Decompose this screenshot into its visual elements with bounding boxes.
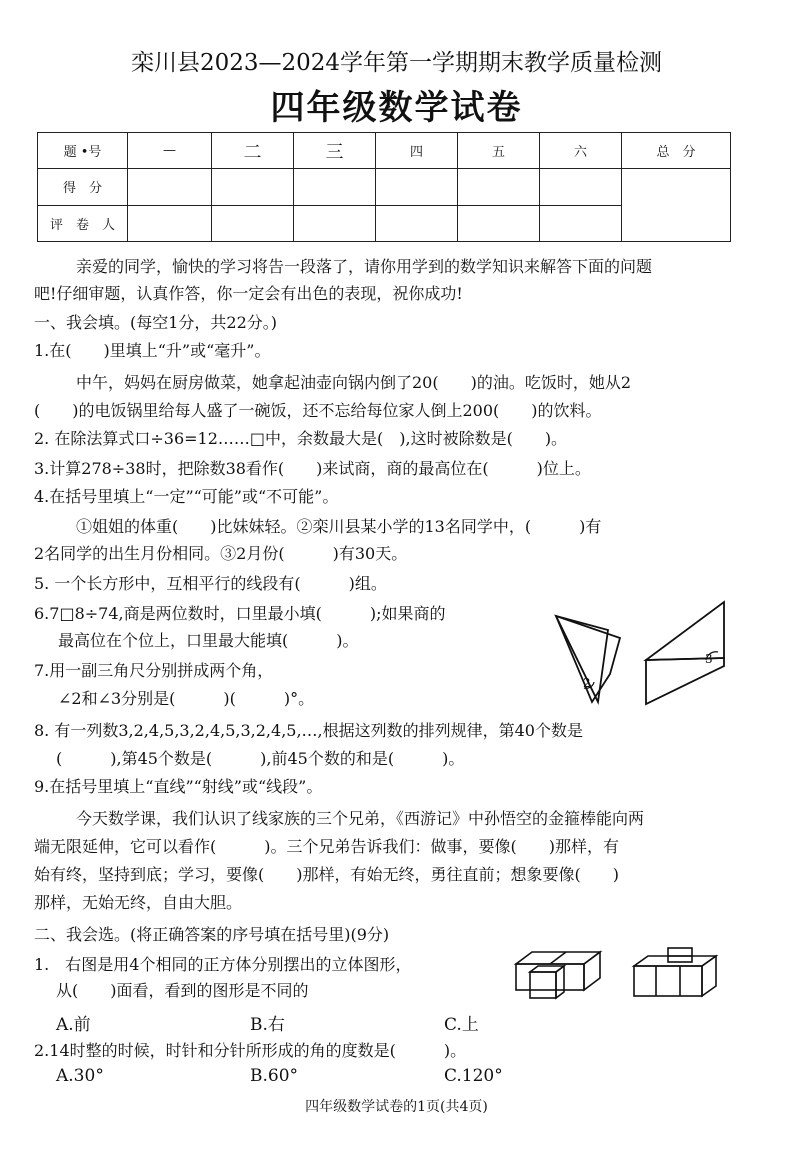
question-text: 1.在( )里填上“升”或“毫升”。 [34, 341, 271, 360]
intro-text: 吧!仔细审题，认真作答，你一定会有出色的表现，祝你成功! [34, 284, 463, 303]
question-text: 2.14时整的时候，时针和分针所形成的角的度数是( )。 [34, 1041, 467, 1060]
question-text: 最高位在个位上，口里最大能填( )。 [58, 631, 359, 650]
question-text: ∠2和∠3分别是( )( )°。 [58, 689, 315, 708]
score-row [38, 169, 731, 205]
question-text: 9.在括号里填上“直线”“射线”或“线段”。 [34, 777, 323, 796]
score-header-cell: 总 分 [622, 133, 731, 169]
option-a: A.30° [56, 1066, 104, 1086]
question-text: 从( )面看，看到的图形是不同的 [56, 981, 309, 1000]
grader-cell[interactable] [540, 205, 622, 241]
option-b: B.60° [250, 1066, 299, 1086]
question-text: ( )的电饭锅里给每人盛了一碗饭，还不忘给每位家人倒上200( )的饮料。 [34, 401, 602, 420]
score-cell[interactable] [128, 169, 212, 205]
section-1-title: 一、我会填。(每空1分，共22分。) [34, 313, 278, 332]
score-table [37, 132, 731, 242]
grader-row-label: 评 卷 人 [38, 205, 128, 241]
grader-cell[interactable] [128, 205, 212, 241]
score-cell[interactable] [212, 169, 294, 205]
question-text: 今天数学课，我们认识了线家族的三个兄弟，《西游记》中孙悟空的金箍棒能向两 [76, 809, 645, 828]
option-b: B.右 [250, 1015, 285, 1035]
grader-cell[interactable] [294, 205, 376, 241]
option-a: A.前 [56, 1015, 91, 1035]
exam-title: 四年级数学试卷 [270, 88, 523, 128]
angle-3-label: 3 [705, 652, 713, 666]
triangle-ruler-figure [548, 598, 730, 708]
section-2-title: 二、我会选。(将正确答案的序号填在括号里)(9分) [34, 925, 390, 944]
score-cell[interactable] [540, 169, 622, 205]
score-header-cell: 题 •号 [38, 133, 128, 169]
question-text: ①姐姐的体重( )比妹妹轻。②栾川县某小学的13名同学中，( )有 [76, 517, 602, 536]
score-cell[interactable] [294, 169, 376, 205]
question-text: 1. 右图是用4个相同的正方体分别摆出的立体图形， [34, 955, 412, 974]
page-footer: 四年级数学试卷的1页(共4页) [305, 1099, 488, 1115]
score-table-header-row [38, 133, 731, 169]
option-c: C.上 [444, 1015, 479, 1035]
score-header-cell: 六 [540, 133, 622, 169]
score-header-cell: 四 [376, 133, 458, 169]
question-text: 7.用一副三角尺分别拼成两个角， [34, 661, 274, 680]
grader-cell[interactable] [458, 205, 540, 241]
score-row-label: 得 分 [38, 169, 128, 205]
cube-figures [510, 944, 724, 1002]
question-text: 8. 有一列数3,2,4,5,3,2,4,5,3,2,4,5,…,根据这列数的排列规律，第40个数是 [34, 721, 583, 740]
score-header-cell: 三 [294, 133, 376, 169]
score-cell[interactable] [376, 169, 458, 205]
question-text: 6.7□8÷74,商是两位数时，口里最小填( );如果商的 [34, 604, 446, 623]
question-text: ( ),第45个数是( ),前45个数的和是( )。 [56, 749, 465, 768]
angle-2-label: 2 [583, 676, 591, 690]
total-score-cell[interactable] [622, 169, 731, 242]
question-text: 2. 在除法算式口÷36=12……□中，余数最大是( ),这时被除数是( )。 [34, 429, 568, 448]
score-header-cell: — [128, 133, 212, 169]
exam-subtitle: 栾川县2023—2024学年第一学期期末教学质量检测 [130, 50, 663, 76]
score-cell[interactable] [458, 169, 540, 205]
grader-cell[interactable] [212, 205, 294, 241]
question-text: 2名同学的出生月份相同。③2月份( )有30天。 [34, 544, 408, 563]
grader-cell[interactable] [376, 205, 458, 241]
question-text: 端无限延伸，它可以看作( )。三个兄弟告诉我们：做事，要像( )那样，有 [34, 837, 619, 856]
question-text: 始有终，坚持到底；学习，要像( )那样，有始无终，勇往直前；想象要像( ) [34, 865, 619, 884]
question-text: 中午，妈妈在厨房做菜，她拿起油壶向锅内倒了20( )的油。吃饭时，她从2 [76, 373, 632, 392]
option-c: C.120° [444, 1066, 503, 1086]
question-text: 4.在括号里填上“一定”“可能”或“不可能”。 [34, 487, 339, 506]
score-header-cell: 五 [458, 133, 540, 169]
score-header-cell: 二 [212, 133, 294, 169]
question-text: 3.计算278÷38时，把除数38看作( )来试商，商的最高位在( )位上。 [34, 459, 591, 478]
question-text: 5. 一个长方形中，互相平行的线段有( )组。 [34, 574, 387, 593]
question-text: 那样，无始无终，自由大胆。 [34, 893, 243, 912]
intro-text: 亲爱的同学，愉快的学习将告一段落了，请你用学到的数学知识来解答下面的问题 [76, 257, 653, 276]
